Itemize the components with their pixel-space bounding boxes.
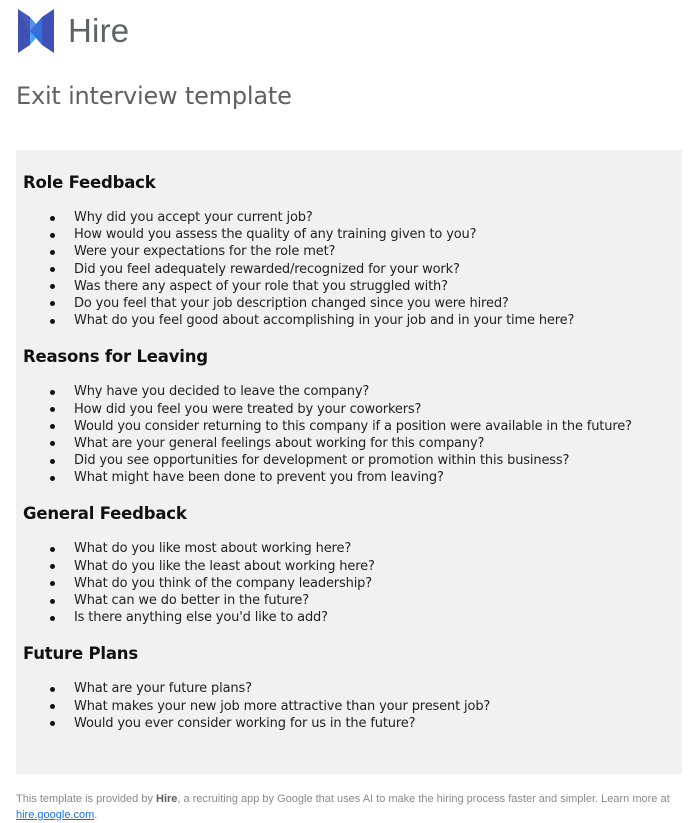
footer-middle: , a recruiting app by Google that uses AI to make the hiring process faster and simpler. Learn more at: [177, 793, 670, 805]
question-item: Would you consider returning to this company if a position were available in the future?: [23, 418, 682, 435]
section: [23, 172, 682, 329]
hire-site-link[interactable]: hire.google.com: [16, 809, 95, 821]
question-item: Why have you decided to leave the company?: [23, 383, 682, 400]
question-item: What do you like most about working here?: [23, 540, 682, 557]
question-list: [23, 540, 682, 626]
sections-container: [16, 150, 682, 732]
question-list: [23, 209, 682, 329]
question-item: What do you like the least about working here?: [23, 558, 682, 575]
footer-brand: Hire: [156, 793, 178, 805]
page-title: Exit interview template: [16, 82, 292, 110]
section: [23, 346, 682, 486]
template-panel: [16, 150, 682, 774]
question-item: What are your general feelings about working for this company?: [23, 435, 682, 452]
hire-logo-icon[interactable]: [18, 5, 54, 57]
question-item: Was there any aspect of your role that you struggled with?: [23, 278, 682, 295]
brand-name: Hire: [68, 12, 130, 49]
header: [18, 5, 129, 57]
footer-prefix: This template is provided by: [16, 793, 157, 805]
question-item: What do you think of the company leadership?: [23, 575, 682, 592]
question-item: Did you see opportunities for development or promotion within this business?: [23, 452, 682, 469]
question-item: How would you assess the quality of any training given to you?: [23, 226, 682, 243]
question-item: Do you feel that your job description changed since you were hired?: [23, 295, 682, 312]
question-item: What makes your new job more attractive than your present job?: [23, 698, 682, 715]
question-item: What do you feel good about accomplishing in your job and in your time here?: [23, 312, 682, 329]
question-item: Would you ever consider working for us in the future?: [23, 715, 682, 732]
section-title: Role Feedback: [23, 173, 156, 192]
footer-note: [16, 791, 680, 823]
question-list: [23, 383, 682, 486]
question-item: What might have been done to prevent you from leaving?: [23, 469, 682, 486]
question-item: What are your future plans?: [23, 680, 682, 697]
section: [23, 503, 682, 626]
section-title: Reasons for Leaving: [23, 347, 208, 367]
question-item: How did you feel you were treated by your coworkers?: [23, 401, 682, 418]
section: [23, 643, 682, 732]
question-item: What can we do better in the future?: [23, 592, 682, 609]
footer-suffix: .: [94, 809, 98, 821]
question-list: [23, 680, 682, 732]
question-item: Is there anything else you'd like to add?: [23, 609, 682, 626]
section-title: Future Plans: [23, 644, 138, 664]
question-item: Why did you accept your current job?: [23, 209, 682, 226]
section-title: General Feedback: [23, 504, 187, 524]
question-item: Did you feel adequately rewarded/recognized for your work?: [23, 261, 682, 278]
question-item: Were your expectations for the role met?: [23, 243, 682, 260]
